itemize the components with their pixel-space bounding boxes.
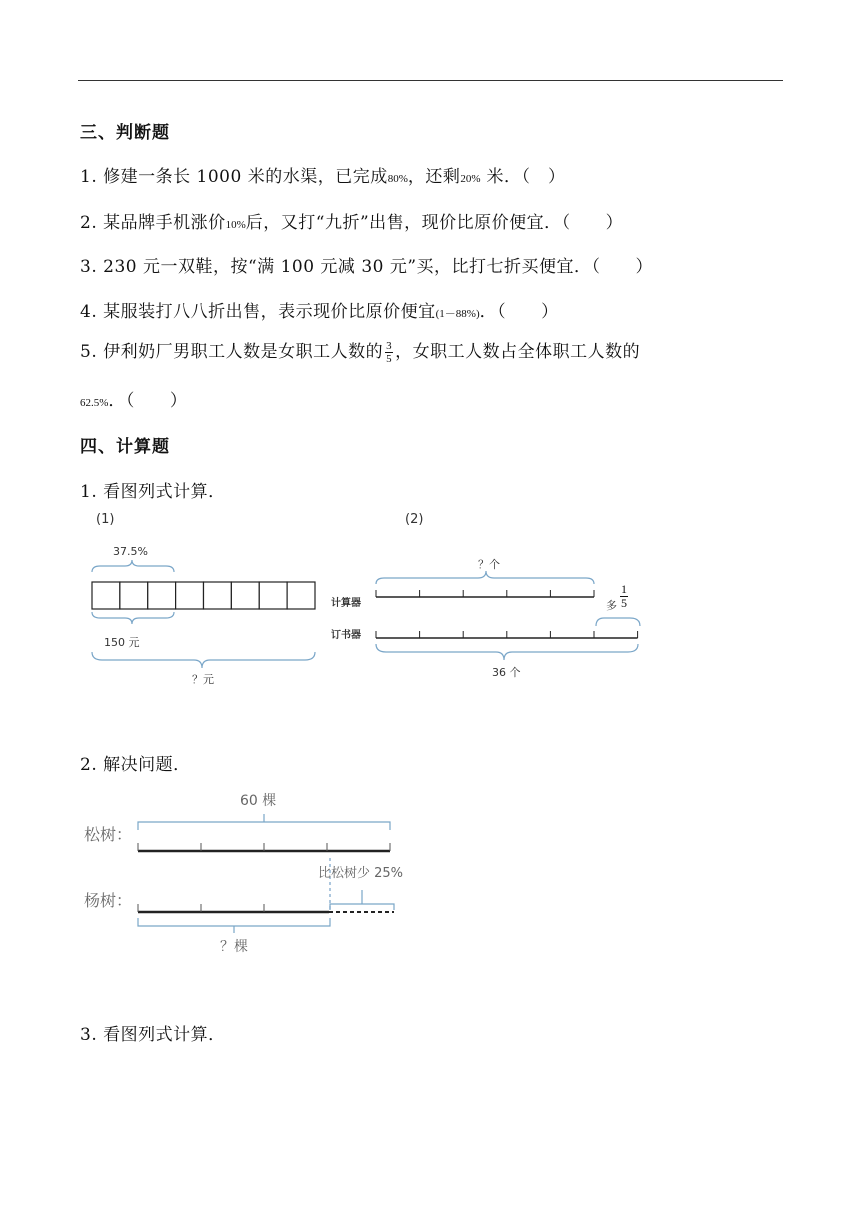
- fig2-more-label: 多: [606, 599, 617, 612]
- q5-text-b: ，女职工人数占全体职工人数的: [395, 342, 641, 362]
- fig2-row1-label: 计算器: [331, 598, 361, 609]
- calc-question-1: 1. 看图列式计算．: [80, 482, 226, 502]
- section-heading-judgement: 三、判断题: [80, 123, 170, 143]
- q1-text-a: 1. 修建一条长 1000 米的水渠，已完成: [80, 167, 388, 187]
- calc-question-2: 2. 解决问题．: [80, 755, 191, 775]
- calc-question-3: 3. 看图列式计算．: [80, 1025, 226, 1045]
- fig2-top-label: ？个: [478, 558, 500, 571]
- q2-text-b: 后，又打“九折”出售，现价比原价便宜．（ ）: [245, 213, 624, 233]
- fig2-fraction-numerator: 1: [621, 582, 627, 596]
- q3-text: 3. 230 元一双鞋，按“满 100 元减 30 元”买，比打七折买便宜．（ ）: [80, 257, 654, 277]
- q1-percent-2: 20%: [460, 173, 481, 185]
- fig1-bottom-label: ？元: [192, 673, 214, 686]
- q5-fraction-numerator: 3: [386, 340, 393, 352]
- q1-text-b: ，还剩: [407, 167, 461, 187]
- fig2-fraction-denominator: 5: [621, 596, 627, 610]
- fig1-label: (1): [96, 512, 115, 527]
- fig3-bottom-label: ？棵: [220, 939, 248, 955]
- q5-text-a: 5. 伊利奶厂男职工人数是女职工人数的: [80, 342, 384, 362]
- fig3-note-label: 比松树少 25%: [318, 866, 404, 881]
- q5-text-c: ．（ ）: [108, 391, 188, 411]
- fig3-row1-label: 松树：: [84, 825, 133, 844]
- q2-text-a: 2. 某品牌手机涨价: [80, 213, 226, 233]
- fig2-label: (2): [405, 512, 424, 527]
- fig2-row2-label: 订书器: [331, 630, 361, 641]
- q5-percent: 62.5%: [80, 397, 109, 409]
- q4-text-b: ．（ ）: [479, 302, 559, 322]
- q4-expression: (1－88%): [435, 308, 480, 320]
- fig3-top-label: 60 棵: [240, 793, 277, 809]
- fig1-top-label: 37.5%: [113, 545, 148, 558]
- fig3-top-bracket: [138, 822, 390, 830]
- q1-percent-1: 80%: [387, 173, 408, 185]
- q5-fraction-denominator: 5: [386, 353, 393, 365]
- fig3-row2-label: 杨树：: [84, 891, 133, 910]
- fig3-bottom-bracket: [138, 918, 330, 926]
- fig2-bottom-label: 36 个: [492, 666, 521, 679]
- q1-text-c: 米．（ ）: [480, 167, 566, 187]
- q2-percent: 10%: [225, 219, 246, 231]
- section-heading-calculation: 四、计算题: [80, 437, 170, 457]
- fig1-middle-label: 150 元: [104, 636, 140, 649]
- q4-text-a: 4. 某服装打八八折出售，表示现价比原价便宜: [80, 302, 436, 322]
- fig3-note-bracket: [330, 904, 394, 910]
